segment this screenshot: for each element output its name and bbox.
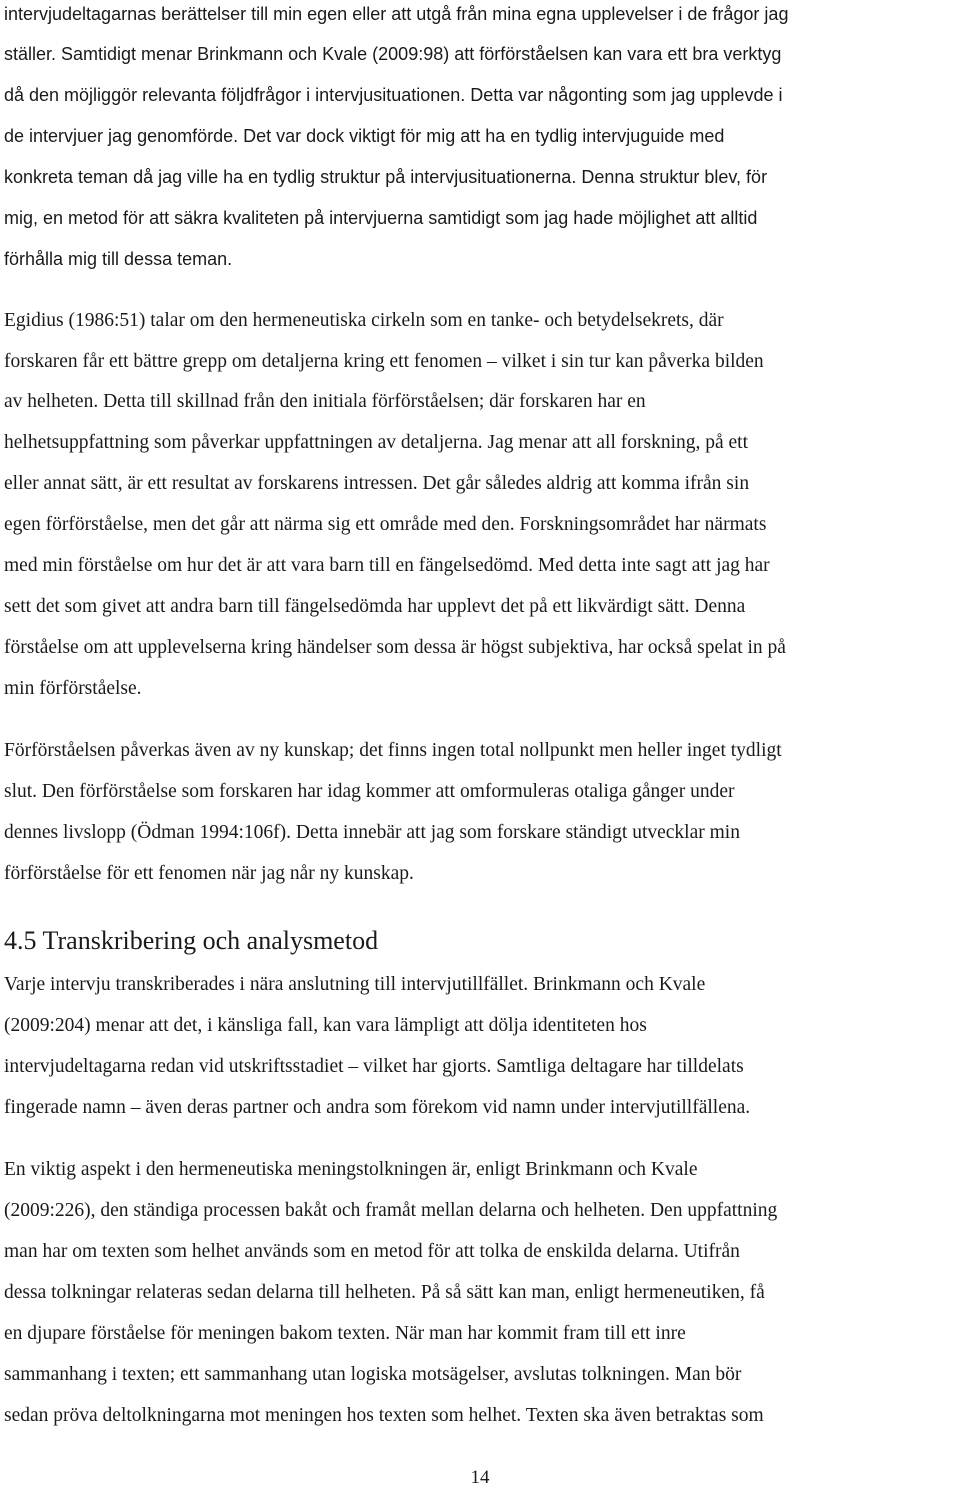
text-segment: Varje intervju transkriberades i nära anslutning till intervjutillfället. Brinkmann och Kvale xyxy=(4,974,706,995)
text-segment: min förförståelse. xyxy=(4,678,142,699)
text-segment: eller annat sätt, är ett resultat av forskarens intressen. Det går således aldrig att komma ifrån sin xyxy=(4,473,750,494)
text-line xyxy=(4,472,749,496)
text-line xyxy=(4,390,646,414)
text-line xyxy=(4,862,414,886)
text-line xyxy=(4,513,766,537)
text-line xyxy=(4,165,767,190)
text-segment: av helheten. Detta till skillnad från den initiala förförståelsen; där forskaren har en xyxy=(4,391,646,412)
text-line xyxy=(4,973,705,997)
text-segment: egen förförståelse, men det går att närma sig ett område med den. Forskningsområdet har närmats xyxy=(4,514,767,535)
text-line xyxy=(4,1014,647,1038)
text-line xyxy=(4,1363,741,1387)
text-segment: En viktig aspekt i den hermeneutiska meningstolkningen är, enligt Brinkmann och Kvale xyxy=(4,1159,698,1180)
text-segment: Förförståelsen påverkas även av ny kunskap; det finns ingen total nollpunkt men heller inget tydligt xyxy=(4,740,782,761)
page-number: 14 xyxy=(470,1467,490,1488)
text-segment: forskaren får ett bättre grepp om detaljerna kring ett fenomen – vilket i sin tur kan påverka bilden xyxy=(4,351,764,372)
text-segment: mig, en metod för att säkra kvaliteten på intervjuerna samtidigt som jag hade möjlighet att alltid xyxy=(4,208,758,228)
text-segment: sett det som givet att andra barn till fängelsedömda har upplevt det på ett likvärdigt sätt. Denna xyxy=(4,596,746,617)
text-segment: fingerade namn – även deras partner och andra som förekom vid namn under intervjutillfällena. xyxy=(4,1097,751,1118)
text-line xyxy=(4,780,734,804)
text-line xyxy=(4,595,745,619)
text-line xyxy=(4,1096,750,1120)
text-segment: man har om texten som helhet används som en metod för att tolka de enskilda delarna. Utifrån xyxy=(4,1241,740,1262)
text-line xyxy=(4,1158,697,1182)
text-line xyxy=(4,739,782,763)
text-segment: konkreta teman då jag ville ha en tydlig struktur på intervjusituationerna. Denna struktur blev, för xyxy=(4,167,768,187)
text-line xyxy=(4,247,232,272)
text-line xyxy=(4,636,786,660)
text-line xyxy=(4,309,724,333)
text-line xyxy=(4,124,724,149)
text-segment: ställer. Samtidigt menar Brinkmann och Kvale (2009:98) att förförståelsen kan vara ett bra verktyg xyxy=(4,44,782,64)
text-line xyxy=(4,1055,744,1079)
text-segment: en djupare förståelse för meningen bakom texten. När man har kommit fram till ett inre xyxy=(4,1323,686,1344)
text-line xyxy=(4,350,764,374)
text-segment: (2009:204) menar att det, i känsliga fall, kan vara lämpligt att dölja identiteten hos xyxy=(4,1015,647,1036)
text-segment: förståelse om att upplevelserna kring händelser som dessa är högst subjektiva, har också spelat in på xyxy=(4,637,786,658)
text-segment: de intervjuer jag genomförde. Det var dock viktigt för mig att ha en tydlig intervjuguide med xyxy=(4,126,725,146)
text-segment: dennes livslopp (Ödman 1994:106f). Detta innebär att jag som forskare ständigt utvecklar min xyxy=(4,822,740,843)
text-line xyxy=(4,554,770,578)
text-line xyxy=(4,1240,740,1264)
text-segment: Egidius (1986:51) talar om den hermeneutiska cirkeln som en tanke- och betydelsekrets, där xyxy=(4,310,724,331)
section-heading: 4.5 Transkribering och analysmetod xyxy=(4,926,379,955)
text-segment: intervjudeltagarna redan vid utskriftsstadiet – vilket har gjorts. Samtliga deltagare har tilldelats xyxy=(4,1056,744,1077)
text-segment: slut. Den förförståelse som forskaren har idag kommer att omformuleras otaliga gånger under xyxy=(4,781,735,802)
text-line xyxy=(4,1404,764,1428)
text-line xyxy=(4,431,748,455)
text-segment: sedan pröva deltolkningarna mot meningen hos texten som helhet. Texten ska även betraktas som xyxy=(4,1405,764,1426)
text-segment: helhetsuppfattning som påverkar uppfattningen av detaljerna. Jag menar att all forskning, på ett xyxy=(4,432,749,453)
text-segment: dessa tolkningar relateras sedan delarna till helheten. På så sätt kan man, enligt hermeneutiken, få xyxy=(4,1282,765,1303)
text-line xyxy=(4,42,781,67)
text-segment: med min förståelse om hur det är att vara barn till en fängelsedömd. Med detta inte sagt att jag har xyxy=(4,555,770,576)
text-line xyxy=(4,83,782,108)
text-line xyxy=(4,1322,686,1346)
text-segment: intervjudeltagarnas berättelser till min egen eller att utgå från mina egna upplevelser i de frågor jag xyxy=(4,4,789,24)
text-line xyxy=(4,1281,765,1305)
text-line xyxy=(4,1199,777,1223)
text-line xyxy=(4,206,757,231)
text-segment: då den möjliggör relevanta följdfrågor i intervjusituationen. Detta var någonting som jag upplevde i xyxy=(4,85,783,105)
text-line xyxy=(4,677,142,701)
text-line xyxy=(4,2,788,27)
text-segment: (2009:226), den ständiga processen bakåt och framåt mellan delarna och helheten. Den uppfattning xyxy=(4,1200,778,1221)
text-segment: sammanhang i texten; ett sammanhang utan logiska motsägelser, avslutas tolkningen. Man bör xyxy=(4,1364,742,1385)
text-line xyxy=(4,821,740,845)
text-segment: förhålla mig till dessa teman. xyxy=(4,249,233,269)
text-segment: förförståelse för ett fenomen när jag når ny kunskap. xyxy=(4,863,414,884)
